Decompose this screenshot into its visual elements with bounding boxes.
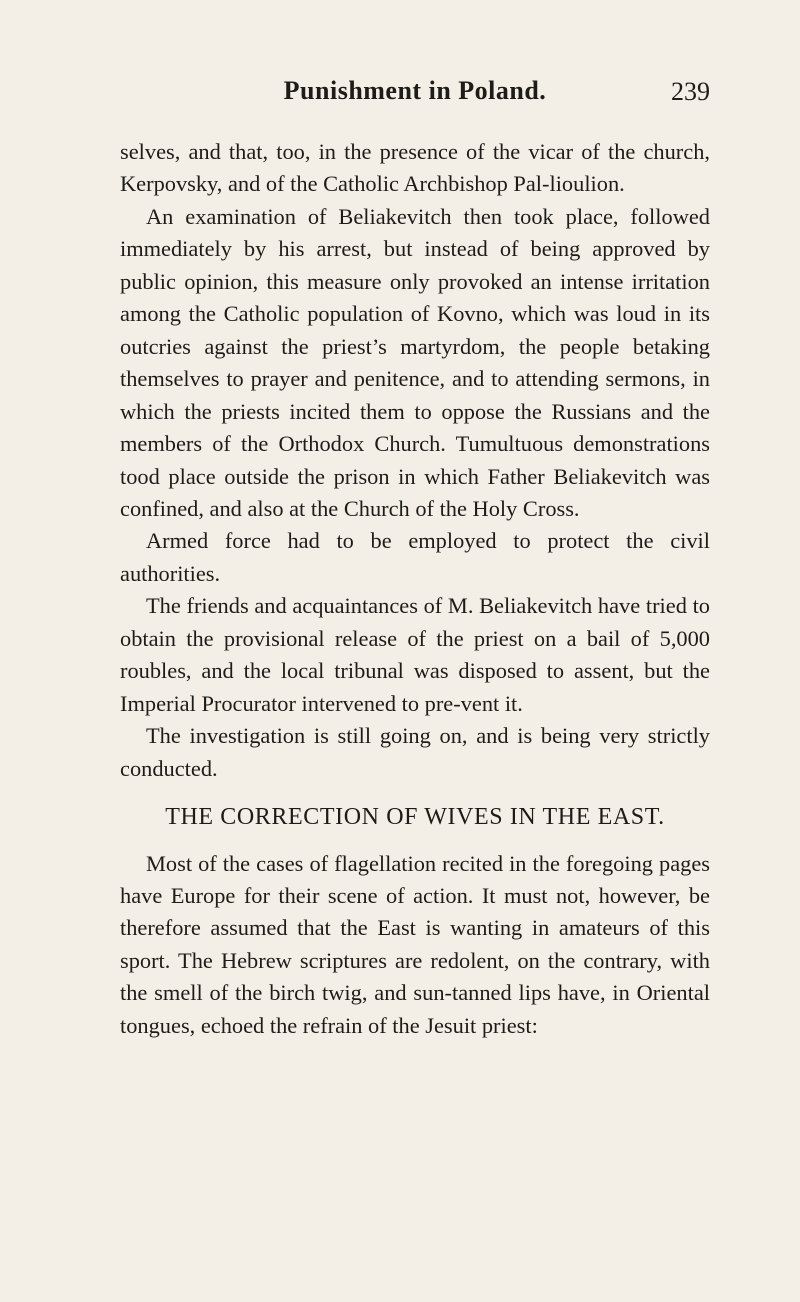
body-text — [120, 136, 710, 1042]
paragraph: The investigation is still going on, and is being very strictly conducted. — [120, 723, 710, 781]
page-number: 239 — [671, 77, 710, 106]
running-title: Punishment in Poland. — [283, 76, 547, 105]
paragraph: selves, and that, too, in the presence of the vicar of the church, Kerpovsky, and of the Catholic Archbishop Pal-lioulion. — [120, 139, 710, 197]
section-heading: THE CORRECTION OF WIVES IN THE EAST. — [165, 804, 665, 831]
running-head — [120, 76, 710, 116]
paragraph: Armed force had to be employed to protect the civil authorities. — [120, 528, 710, 586]
paragraph: An examination of Beliakevitch then took place, followed immediately by his arrest, but instead of being approved by public opinion, this measure only provoked an intense irritation among the Catholic population of Kovno, which was loud in its outcries against the priest’s martyrdom, the people betaking themselves to prayer and penitence, and to attending sermons, in which the priests incited them to oppose the Russians and the members of the Orthodox Church. Tumultuous demonstrations tood place outside the prison in which Father Beliakevitch was confined, and also at the Church of the Holy Cross. — [120, 203, 710, 521]
paragraph: The friends and acquaintances of M. Beliakevitch have tried to obtain the provisional release of the priest on a bail of 5,000 roubles, and the local tribunal was disposed to assent, but the Imperial Procurator intervened to pre-vent it. — [120, 593, 710, 716]
paragraph: Most of the cases of flagellation recited in the foregoing pages have Europe for their scene of action. It must not, however, be therefore assumed that the East is wanting in amateurs of this sport. The Hebrew scriptures are redolent, on the contrary, with the smell of the birch twig, and sun-tanned lips have, in Oriental tongues, echoed the refrain of the Jesuit priest: — [120, 850, 710, 1038]
